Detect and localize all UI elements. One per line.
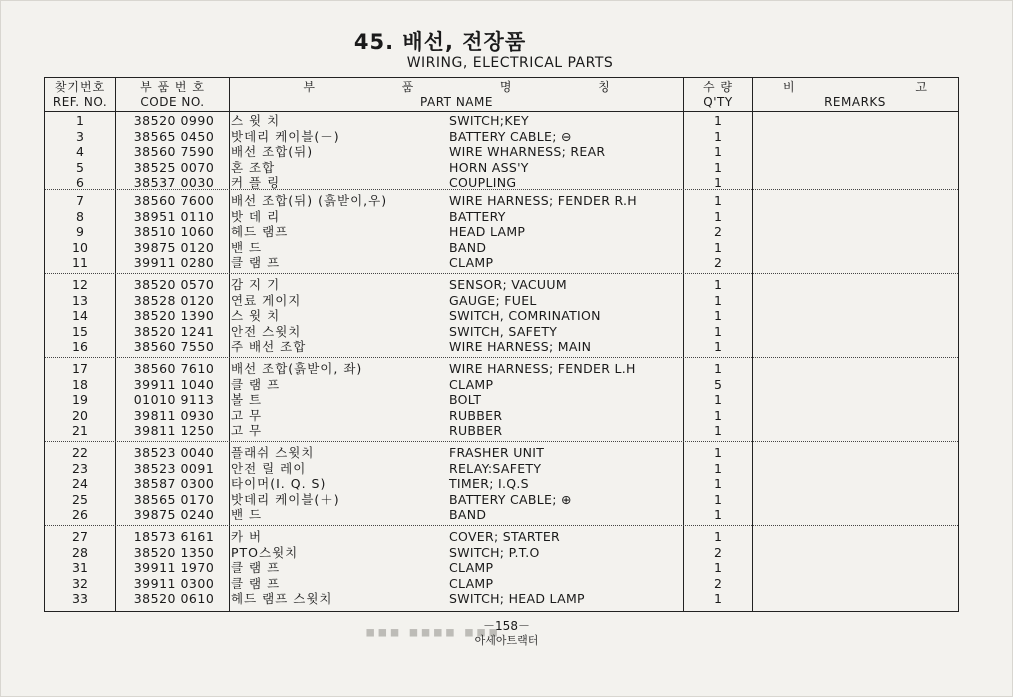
part-name-en: HORN ASS'Y: [449, 159, 529, 175]
ref-no: 6: [76, 175, 84, 191]
quantity: 1: [714, 460, 722, 476]
part-name-ko: 클 램 프: [231, 255, 281, 271]
quantity: 1: [714, 476, 722, 492]
part-name-en: SWITCH, SAFETY: [449, 323, 558, 339]
ref-no: 32: [72, 575, 88, 591]
header-qty: [684, 78, 752, 111]
header-name-char: 명: [499, 80, 512, 94]
table-row: [45, 392, 958, 408]
code-no: 38565 0450: [133, 128, 215, 144]
table-row: [45, 308, 958, 324]
part-name-en: BAND: [449, 239, 487, 255]
quantity: 1: [714, 392, 722, 408]
quantity: 1: [714, 423, 722, 439]
code-no: 38523 0091: [133, 460, 215, 476]
part-name-en: SENSOR; VACUUM: [449, 277, 567, 292]
ref-no: 28: [72, 544, 88, 560]
table-row: [45, 576, 958, 592]
part-name-en: FRASHER UNIT: [449, 445, 545, 460]
header-part-name-en: PART NAME: [420, 95, 493, 109]
part-name-ko: 혼 조합: [231, 159, 276, 175]
quantity: 2: [714, 575, 722, 591]
part-name-en: BATTERY CABLE; ⊖: [449, 128, 572, 144]
quantity: 1: [714, 308, 722, 324]
part-name-ko: 클 램 프: [231, 575, 281, 591]
quantity: 2: [714, 224, 722, 240]
ref-no: 18: [72, 376, 88, 392]
ref-no: 10: [72, 239, 88, 255]
code-no: 38520 1350: [133, 544, 215, 560]
part-name-en: WIRE HARNESS; FENDER L.H: [449, 361, 636, 376]
header-part-name-ko: [230, 78, 683, 95]
part-name-en: COUPLING: [449, 175, 517, 191]
header-remarks-char: 비: [783, 80, 795, 94]
code-no: 38525 0070: [133, 159, 215, 175]
code-no: 38560 7610: [133, 361, 215, 376]
part-name-en: GAUGE; FUEL: [449, 292, 537, 308]
part-name-ko: 안전 릴 레이: [231, 460, 307, 476]
code-no: 38510 1060: [133, 224, 215, 240]
part-name-en: RUBBER: [449, 423, 503, 439]
part-name-en: TIMER; I.Q.S: [449, 476, 529, 492]
code-no: 39875 0240: [133, 507, 215, 523]
part-name-ko: PTO스윗치: [231, 544, 299, 560]
code-no: 38560 7600: [133, 193, 215, 208]
code-no: 39911 0280: [133, 255, 215, 271]
part-name-en: RELAY:SAFETY: [449, 460, 542, 476]
group-separator: [45, 357, 958, 358]
code-no: 01010 9113: [133, 392, 215, 408]
table-row: [45, 507, 958, 523]
code-no: 39911 1970: [133, 560, 215, 576]
part-name-ko: 스 윗 치: [231, 113, 281, 128]
part-name-ko: 볼 트: [231, 392, 263, 408]
bleed-through-marks: ▪▪▪ ▪▪▪▪ ▪▪▪: [365, 625, 501, 643]
ref-no: 26: [72, 507, 88, 523]
header-remarks-char: 고: [915, 80, 927, 94]
quantity: 1: [714, 323, 722, 339]
code-no: 39911 1040: [133, 376, 215, 392]
part-name-ko: 배선 조합(흙받이, 좌): [231, 361, 363, 376]
table-row: [45, 113, 958, 129]
quantity: 1: [714, 193, 722, 208]
part-name-en: BATTERY: [449, 208, 506, 224]
quantity: 1: [714, 239, 722, 255]
table-row: [45, 339, 958, 355]
quantity: 1: [714, 113, 722, 128]
part-name-ko: 안전 스윗치: [231, 323, 302, 339]
part-name-en: WIRE HARNESS; FENDER R.H: [449, 193, 637, 208]
quantity: 2: [714, 255, 722, 271]
ref-no: 7: [76, 193, 84, 208]
code-no: 38520 1390: [133, 308, 215, 324]
quantity: 1: [714, 144, 722, 160]
part-name-en: BATTERY CABLE; ⊕: [449, 491, 572, 507]
group-separator: [45, 273, 958, 274]
ref-no: 1: [76, 113, 84, 128]
table-row: [45, 255, 958, 271]
ref-no: 16: [72, 339, 88, 355]
quantity: 1: [714, 361, 722, 376]
part-name-ko: 배선 조합(뒤) (흙받이,우): [231, 193, 388, 208]
code-no: 38951 0110: [133, 208, 215, 224]
quantity: 1: [714, 159, 722, 175]
quantity: 1: [714, 208, 722, 224]
ref-no: 12: [72, 277, 88, 292]
part-name-en: CLAMP: [449, 560, 494, 576]
header-name-char: 칭: [598, 80, 610, 94]
quantity: 1: [714, 507, 722, 523]
part-name-ko: 주 배선 조합: [231, 339, 307, 355]
ref-no: 21: [72, 423, 88, 439]
quantity: 1: [714, 277, 722, 292]
code-no: 38520 0570: [133, 277, 215, 292]
header-ref-ko: 찾기번호: [54, 80, 106, 94]
ref-no: 33: [72, 591, 88, 607]
ref-no: 27: [72, 529, 88, 544]
group-separator: [45, 441, 958, 442]
part-name-en: BAND: [449, 507, 487, 523]
part-name-ko: 배선 조합(뒤): [231, 144, 314, 160]
quantity: 1: [714, 292, 722, 308]
ref-no: 20: [72, 407, 88, 423]
quantity: 2: [714, 544, 722, 560]
table-row: [45, 560, 958, 576]
part-name-en: CLAMP: [449, 255, 494, 271]
part-name-ko: 연료 게이지: [231, 292, 302, 308]
group-separator: [45, 189, 958, 190]
ref-no: 15: [72, 323, 88, 339]
code-no: 38560 7590: [133, 144, 215, 160]
ref-no: 13: [72, 292, 88, 308]
part-name-ko: 헤드 램프: [231, 224, 289, 240]
part-name-ko: 감 지 기: [231, 277, 281, 292]
code-no: 38560 7550: [133, 339, 215, 355]
part-name-en: SWITCH; HEAD LAMP: [449, 591, 585, 607]
code-no: 38528 0120: [133, 292, 215, 308]
quantity: 1: [714, 491, 722, 507]
part-name-ko: 커 플 링: [231, 175, 281, 191]
part-name-en: CLAMP: [449, 575, 494, 591]
code-no: 38565 0170: [133, 491, 215, 507]
part-name-ko: 밴 드: [231, 239, 263, 255]
table-row: [45, 591, 958, 607]
table-row: [45, 492, 958, 508]
table-row: [45, 377, 958, 393]
ref-no: 22: [72, 445, 88, 460]
part-name-ko: 밧데리 케이블(＋): [231, 491, 340, 507]
table-row: [45, 361, 958, 377]
table-row: [45, 193, 958, 209]
part-name-en: WIRE WHARNESS; REAR: [449, 144, 606, 160]
part-name-ko: 스 윗 치: [231, 308, 281, 324]
ref-no: 11: [72, 255, 88, 271]
table-row: [45, 529, 958, 545]
part-name-en: WIRE HARNESS; MAIN: [449, 339, 592, 355]
header-qty-ko: 수 량: [703, 80, 733, 94]
ref-no: 17: [72, 361, 88, 376]
table-row: [45, 224, 958, 240]
code-no: 38523 0040: [133, 445, 215, 460]
ref-no: 24: [72, 476, 88, 492]
code-no: 38520 1241: [133, 323, 215, 339]
header-name-char: 부: [303, 80, 315, 94]
part-name-ko: 밴 드: [231, 507, 263, 523]
part-name-ko: 고 무: [231, 423, 263, 439]
table-row: [45, 240, 958, 256]
code-no: 38520 0990: [133, 113, 215, 128]
quantity: 1: [714, 529, 722, 544]
ref-no: 8: [76, 208, 84, 224]
part-name-ko: 고 무: [231, 407, 263, 423]
part-name-en: COVER; STARTER: [449, 529, 561, 544]
quantity: 1: [714, 175, 722, 191]
header-ref: [45, 78, 115, 111]
part-name-ko: 클 램 프: [231, 376, 281, 392]
code-no: 18573 6161: [133, 529, 215, 544]
part-name-en: SWITCH; P.T.O: [449, 544, 540, 560]
table-row: [45, 423, 958, 439]
table-row: [45, 144, 958, 160]
code-no: 38587 0300: [133, 476, 215, 492]
ref-no: 25: [72, 491, 88, 507]
table-row: [45, 129, 958, 145]
header-qty-en: Q'TY: [703, 95, 733, 109]
quantity: 1: [714, 407, 722, 423]
header-code-en: CODE NO.: [140, 95, 205, 109]
part-name-en: RUBBER: [449, 407, 503, 423]
ref-no: 23: [72, 460, 88, 476]
ref-no: 14: [72, 308, 88, 324]
quantity: 1: [714, 128, 722, 144]
page-title: 45. 배선, 전장품: [353, 30, 527, 54]
quantity: 1: [714, 560, 722, 576]
table-row: [45, 408, 958, 424]
part-name-en: SWITCH;KEY: [449, 113, 529, 128]
header-ref-en: REF. NO.: [52, 95, 108, 109]
part-name-ko: 클 램 프: [231, 560, 281, 576]
header-name-char: 품: [401, 80, 414, 94]
quantity: 1: [714, 591, 722, 607]
header-divider: [45, 111, 958, 112]
page-subtitle: WIRING, ELECTRICAL PARTS: [406, 55, 614, 71]
ref-no: 9: [76, 224, 84, 240]
page-number: －158－: [483, 619, 530, 633]
part-name-en: SWITCH, COMRINATION: [449, 308, 601, 324]
code-no: 39811 0930: [133, 407, 215, 423]
table-row: [45, 476, 958, 492]
table-row: [45, 445, 958, 461]
header-remarks-ko: [753, 78, 957, 95]
quantity: 5: [714, 376, 722, 392]
quantity: 1: [714, 339, 722, 355]
part-name-ko: 카 버: [231, 529, 263, 544]
part-name-en: HEAD LAMP: [449, 224, 526, 240]
ref-no: 3: [76, 128, 84, 144]
table-row: [45, 324, 958, 340]
header-remarks: [753, 78, 957, 111]
ref-no: 5: [76, 159, 84, 175]
code-no: 38520 0610: [133, 591, 215, 607]
table-row: [45, 209, 958, 225]
table-row: [45, 293, 958, 309]
table-row: [45, 160, 958, 176]
code-no: 38537 0030: [133, 175, 215, 191]
part-name-ko: 밧데리 케이블(－): [231, 128, 340, 144]
part-name-ko: 플래쉬 스윗치: [231, 445, 315, 460]
part-name-ko: 타이머(I. Q. S): [231, 476, 327, 492]
parts-table: [44, 77, 959, 612]
header-code-ko: 부 품 번 호: [140, 80, 205, 94]
part-name-en: CLAMP: [449, 376, 494, 392]
ref-no: 4: [76, 144, 84, 160]
part-name-ko: 헤드 램프 스윗치: [231, 591, 333, 607]
code-no: 39911 0300: [133, 575, 215, 591]
table-row: [45, 545, 958, 561]
header-part-name: [230, 78, 683, 111]
part-name-ko: 밧 데 리: [231, 208, 281, 224]
code-no: 39875 0120: [133, 239, 215, 255]
group-separator: [45, 525, 958, 526]
quantity: 1: [714, 445, 722, 460]
ref-no: 19: [72, 392, 88, 408]
table-row: [45, 277, 958, 293]
part-name-en: BOLT: [449, 392, 482, 408]
ref-no: 31: [72, 560, 88, 576]
table-row: [45, 461, 958, 477]
header-remarks-en: REMARKS: [824, 95, 886, 109]
header-code: [116, 78, 229, 111]
code-no: 39811 1250: [133, 423, 215, 439]
footer-brand: 아세아트랙터: [474, 634, 539, 647]
